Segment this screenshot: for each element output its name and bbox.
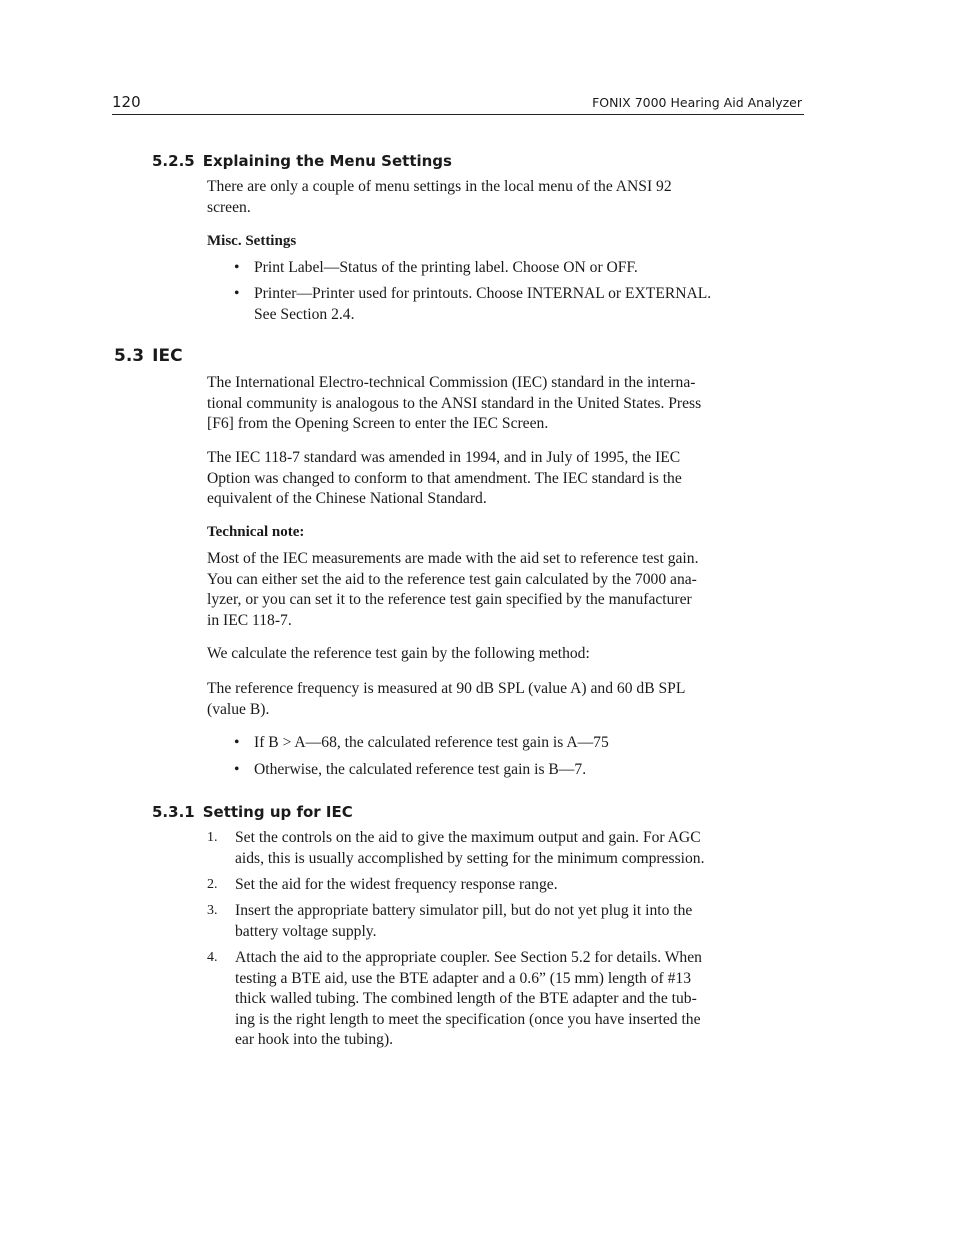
list-item <box>236 733 796 754</box>
running-header-title: FONIX 7000 Hearing Aid Analyzer <box>592 95 802 110</box>
numbered-step <box>207 828 801 869</box>
text-line: (value B). <box>207 700 270 718</box>
section-heading-5-3 <box>114 345 183 367</box>
text-line: Option was changed to conform to that amendment. The IEC standard is the <box>207 469 682 487</box>
text-line: aids, this is usually accomplished by setting for the minimum compression. <box>235 849 705 867</box>
bullet-icon: • <box>234 734 240 751</box>
subheading-technical-note: Technical note: <box>207 524 305 540</box>
text-line: Set the controls on the aid to give the maximum output and gain. For AGC <box>235 829 701 846</box>
section-title: IEC <box>152 346 183 366</box>
text-line: Insert the appropriate battery simulator pill, but do not yet plug it into the <box>235 902 693 919</box>
running-header <box>112 92 804 115</box>
list-item-text: Otherwise, the calculated reference test gain is B—7. <box>254 761 587 778</box>
paragraph <box>207 679 801 720</box>
text-line: The reference frequency is measured at 90 dB SPL (value A) and 60 dB SPL <box>207 680 686 697</box>
section-heading-5-2-5 <box>152 151 452 171</box>
text-line: Most of the IEC measurements are made with the aid set to reference test gain. <box>207 550 699 567</box>
step-number: 3. <box>207 903 218 918</box>
text-line: in IEC 118-7. <box>207 611 292 629</box>
text-line: Printer—Printer used for printouts. Choose INTERNAL or EXTERNAL. <box>254 285 712 302</box>
step-number: 2. <box>207 877 218 892</box>
text-line: See Section 2.4. <box>254 305 355 323</box>
text-line: screen. <box>207 198 251 216</box>
section-number: 5.2.5 <box>152 152 195 170</box>
text-line: battery voltage supply. <box>235 922 377 940</box>
list-item <box>236 258 796 279</box>
paragraph <box>207 373 801 435</box>
bullet-icon: • <box>234 285 240 302</box>
section-heading-5-3-1 <box>152 802 353 822</box>
text-line: The International Electro-technical Commission (IEC) standard in the interna- <box>207 374 696 391</box>
page-number: 120 <box>112 93 141 111</box>
list-item-text: If B > A—68, the calculated reference test gain is A—75 <box>254 734 609 751</box>
text-line: lyzer, or you can set it to the reference test gain specified by the manufacturer <box>207 591 692 609</box>
paragraph <box>207 549 801 631</box>
step-number: 4. <box>207 950 218 965</box>
text-line: Set the aid for the widest frequency response range. <box>235 876 558 893</box>
numbered-step <box>207 875 801 896</box>
text-line: thick walled tubing. The combined length of the BTE adapter and the tub- <box>235 990 697 1008</box>
text-line: There are only a couple of menu settings in the local menu of the ANSI 92 <box>207 178 672 195</box>
section-number: 5.3.1 <box>152 803 195 821</box>
text-line: testing a BTE aid, use the BTE adapter and a 0.6” (15 mm) length of #13 <box>235 969 691 987</box>
list-item <box>236 284 796 325</box>
bullet-icon: • <box>234 761 240 778</box>
section-title: Setting up for IEC <box>202 803 353 821</box>
list-item <box>236 760 796 781</box>
step-number: 1. <box>207 830 218 845</box>
text-line: ear hook into the tubing). <box>235 1031 394 1049</box>
text-line: Attach the aid to the appropriate coupler. See Section 5.2 for details. When <box>235 949 702 966</box>
text-line: tional community is analogous to the ANSI standard in the United States. Press <box>207 394 702 412</box>
text-line: You can either set the aid to the reference test gain calculated by the 7000 ana- <box>207 570 697 588</box>
text-line: Print Label—Status of the printing label. Choose ON or OFF. <box>254 259 638 276</box>
bullet-icon: • <box>234 259 240 276</box>
paragraph: We calculate the reference test gain by the following method: <box>207 645 590 662</box>
subheading-misc-settings: Misc. Settings <box>207 233 297 249</box>
section-title: Explaining the Menu Settings <box>202 152 452 170</box>
paragraph <box>207 177 801 218</box>
paragraph <box>207 448 801 510</box>
text-line: The IEC 118-7 standard was amended in 1994, and in July of 1995, the IEC <box>207 449 681 466</box>
numbered-step <box>207 901 801 942</box>
numbered-step <box>207 948 801 1051</box>
section-number: 5.3 <box>114 346 145 366</box>
text-line: [F6] from the Opening Screen to enter the IEC Screen. <box>207 415 549 433</box>
text-line: ing is the right length to meet the specification (once you have inserted the <box>235 1010 701 1028</box>
text-line: equivalent of the Chinese National Standard. <box>207 490 487 508</box>
